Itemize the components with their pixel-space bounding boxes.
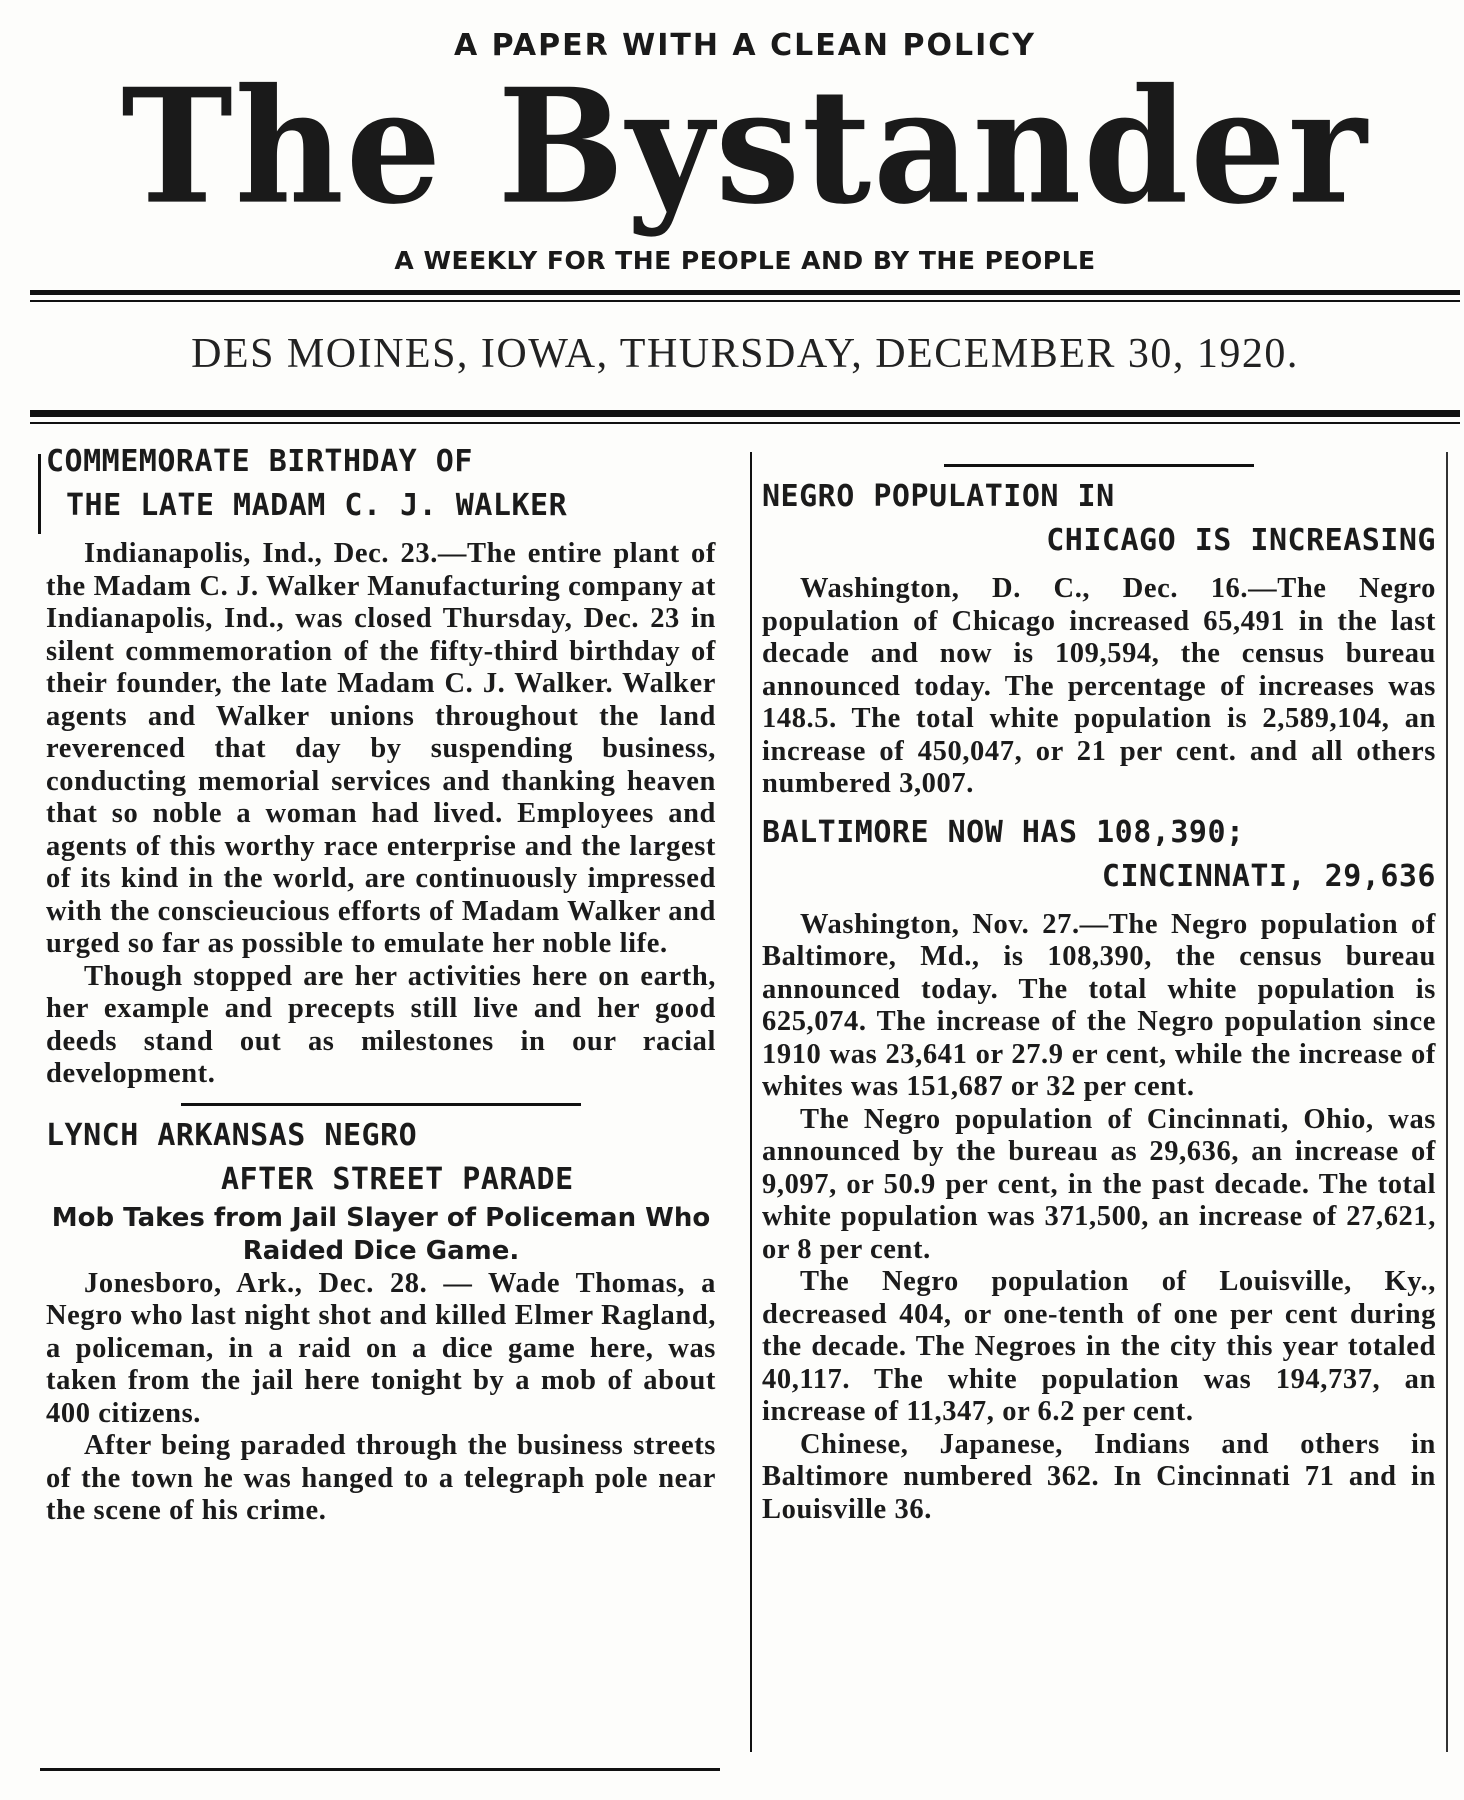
chicago-paragraph-1: Washington, D. C., Dec. 16.—The Negro population of Chicago increased 65,491 in the last decade and now is 109,594, the census bureau announced today. The percentage of increases was 148.5. The total white population is 2,589,104, an increase of 450,047, or 21 per cent. and all others numbered 3,007. xyxy=(762,573,1436,799)
walker-headline-line1: COMMEMORATE BIRTHDAY OF xyxy=(46,444,473,479)
right-border xyxy=(1446,452,1448,1752)
chicago-headline-line1: NEGRO POPULATION IN xyxy=(762,479,1115,514)
masthead-tagline-top: A PAPER WITH A CLEAN POLICY xyxy=(454,28,1036,63)
masthead xyxy=(30,0,1460,300)
article-chicago xyxy=(762,475,1436,801)
right-column-top-rule xyxy=(944,464,1254,467)
baltimore-paragraph-1: Washington, Nov. 27.—The Negro population of Baltimore, Md., is 108,390, the census bureau announced today. The total white population is 625,074. The increase of the Negro population since 1910 was 23,641 or 27.9 er cent, while the increase of whites was 151,687 or 32 per cent. xyxy=(762,908,1436,1102)
baltimore-paragraph-2: The Negro population of Cincinnati, Ohio, was announced by the bureau as 29,636, an increase of 9,097, or 50.9 per cent, in the past decade. The total white population was 371,500, an increase of 27,621, or 8 per cent. xyxy=(762,1103,1436,1265)
newspaper-title: The Bystander xyxy=(121,54,1369,240)
lynch-paragraph-1: Jonesboro, Ark., Dec. 28. — Wade Thomas, a Negro who last night shot and killed Elmer Ragland, a policeman, in a raid on a dice game here, was taken from the jail here tonight by a mob of about 400 citizens. xyxy=(46,1267,716,1429)
walker-paragraph-1: Indianapolis, Ind., Dec. 23.—The entire plant of the Madam C. J. Walker Manufacturing company at Indianapolis, Ind., was closed Thursday, Dec. 23 in silent commemoration of the fifty-third birthday of their founder, the late Madam C. J. Walker. Walker agents and Walker unions throughout the land reverenced that day by suspending business, conducting memorial services and thanking heaven that so noble a woman had lived. Employees and agents of this worthy race enterprise and the largest of its kind in the world, are continuously impressed with the conscieucious efforts of Madam Walker and urged so far as possible to emulate her noble life. xyxy=(46,538,716,959)
article-lynch xyxy=(46,1114,716,1528)
dateline-rule-thin xyxy=(30,422,1460,424)
lynch-headline-line1: LYNCH ARKANSAS NEGRO xyxy=(46,1117,418,1153)
walker-headline-line2: THE LATE MADAM C. J. WALKER xyxy=(66,488,568,523)
lynch-paragraph-2: After being paraded through the business streets of the town he was hanged to a telegraph pole near the scene of his crime. xyxy=(46,1430,716,1526)
baltimore-headline-line1: BALTIMORE NOW HAS 108,390; xyxy=(762,814,1245,850)
masthead-rule-top-thick xyxy=(30,290,1460,295)
left-column xyxy=(46,440,716,1528)
article-baltimore xyxy=(762,811,1436,1527)
dateline-rule-thick xyxy=(30,410,1460,417)
bottom-rule xyxy=(40,1768,720,1771)
masthead-tagline-bottom: A WEEKLY FOR THE PEOPLE AND BY THE PEOPLE xyxy=(394,246,1096,275)
baltimore-headline-line2: CINCINNATI, 29,636 xyxy=(1101,858,1436,894)
walker-paragraph-2: Though stopped are her activities here on earth, her example and precepts still live and her good deeds stand out as milestones in our racial development. xyxy=(46,960,716,1089)
lynch-headline-line2: AFTER STREET PARADE xyxy=(221,1161,574,1197)
baltimore-paragraph-3: The Negro population of Louisville, Ky., decreased 404, or one-tenth of one per cent during the decade. The Negroes in the city this year totaled 40,117. The white population was 194,737, an increase of 11,347, or 6.2 per cent. xyxy=(762,1266,1436,1427)
chicago-headline-line2: CHICAGO IS INCREASING xyxy=(1046,523,1436,558)
lynch-subhead: Mob Takes from Jail Slayer of Policeman Who Raided Dice Game. xyxy=(51,1202,711,1266)
left-border-mark xyxy=(38,454,41,534)
dateline: DES MOINES, IOWA, THURSDAY, DECEMBER 30, 1920. xyxy=(191,331,1299,377)
right-column xyxy=(762,440,1436,1526)
masthead-rule-top-thin xyxy=(30,300,1460,302)
baltimore-paragraph-4: Chinese, Japanese, Indians and others in Baltimore numbered 362. In Cincinnati 71 and in Louisville 36. xyxy=(762,1428,1436,1525)
article-walker xyxy=(46,440,716,1091)
article-separator xyxy=(181,1103,581,1106)
column-divider xyxy=(750,452,752,1752)
